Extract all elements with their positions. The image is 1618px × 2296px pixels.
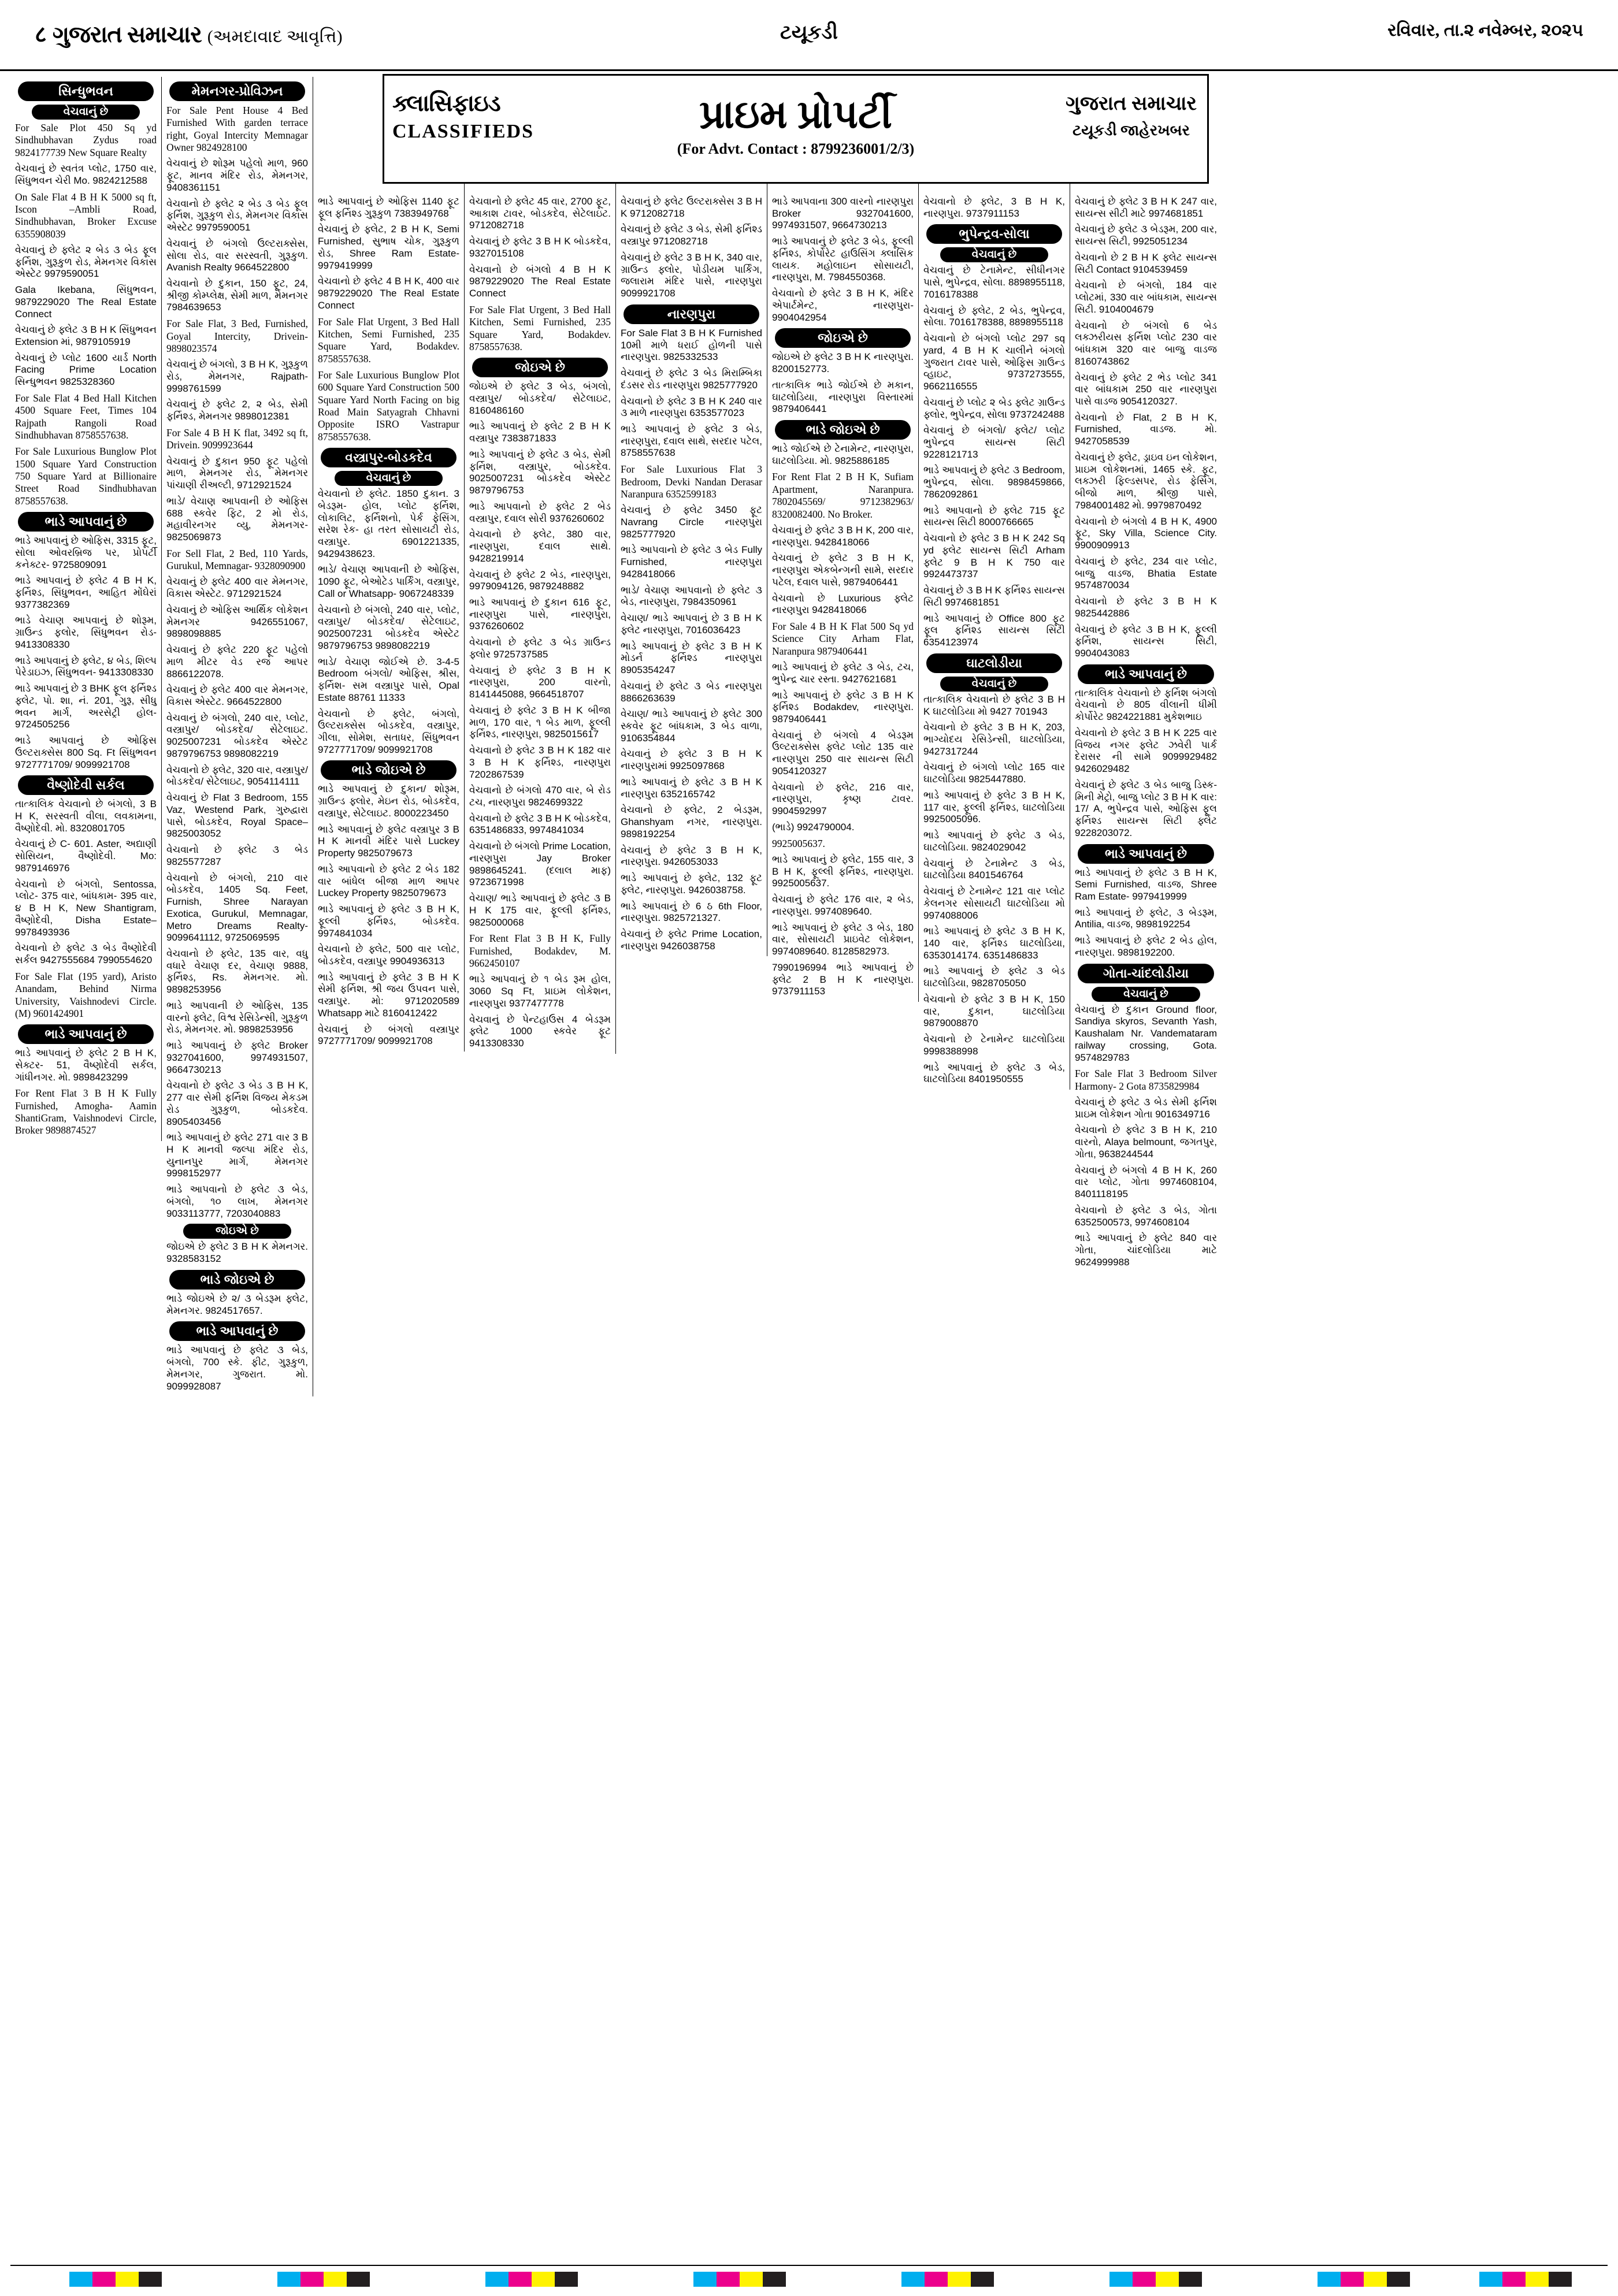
classified-ad: જોઇએ છે ફ્લેટ 3 બેડ, બંગલો, વસ્ત્રાપુર/ બોડકદેવ/ સેટેલાઇટ, 8160486160 [469, 381, 611, 416]
classified-ad: Gala Ikebana, સિંધુભવન, 9879229020 The Real Estate Connect [15, 284, 157, 319]
classified-ad: ભાડે આપવાનું છે Office 800 ફૂટ ફૂલ ફર્નિશ્ડ સાયન્સ સિટી 6354123974 [923, 612, 1065, 648]
classified-ad: વેચવાનું છે ફ્લેટ Prime Location, નારણપુરા 9426038758 [621, 928, 762, 952]
color-swatch [971, 2272, 994, 2287]
classified-ad: વેચવાનું છે ફ્લેટ ૨ બેડ ૩ બેડ ફૂલ ફર્નિશ, ગુરૂકુળ રોડ, મેમનગર વિકાસ એસ્ટેટ 9979590051 [15, 244, 157, 280]
category-header: ભાડે આપવાનું છે [18, 512, 154, 532]
classified-column-2 [162, 77, 313, 1396]
classified-ad: વેચવાનો છે ફ્લેટ 4 B H K, 400 વાર 9879229020 The Real Estate Connect [318, 276, 459, 311]
classified-ad: વેચવાનો છે 2 B H K ફ્લેટ સાયન્સ સિટી Contact 9104539459 [1075, 251, 1217, 275]
classified-ad: વેચવાનું છે ફ્લેટ 3 B H K, નારણપુરા. 9426053033 [621, 844, 762, 868]
classified-ad: વેચવાનો છે ફ્લેટ ૩ બેડ ૩ B H K, 277 વાર સેમી ફર્નિશ વિજય મેકડમ રોડ ગુરૂકુળ, બોડકદેવ. 8905403456 [166, 1080, 308, 1127]
color-swatch [717, 2272, 740, 2287]
classified-ad: વેચવાનું છે ફ્લેટ, 2 બેડ, ભુપેન્દ્રવ, સોલા. 7016178388, 8898955118 [923, 304, 1065, 328]
classified-ad: ભાડે વેચાણ આપવાનું છે શોરૂમ, ગ્રાઉન્ડ ફલોર, સિંધુભવન રોડ- 9413308330 [15, 615, 157, 650]
classified-ad: વેચવાનું છે C- 601. Aster, અદ્યાણી સોસિયન, વૈષ્ણોદેવી. Mo: 9879146976 [15, 838, 157, 874]
classified-ad: ભાડે આપવાનો છે ફ્લેટ ૩ બેડ, બંગલો, ૧૦ લાખ, મેમનગર 9033113777, 7203040883 [166, 1184, 308, 1219]
classified-ad: વેચવાનું છે ફ્લેટ, 2 B H K, Semi Furnished, સુભાષ ચોક, ગુરૂકુળ રોડ, Shree Ram Estate- 9979419999 [318, 224, 459, 271]
classified-ad: વેચવાનો છે ફ્લેટ 3 B H K, 150 વાર, દુકાન, ઘાટલોડિયા 9879008870 [923, 993, 1065, 1029]
color-swatch [1549, 2272, 1572, 2287]
classified-ad: ભાડે/ વેચાણ આપવાની છે ઓફિસ 688 સ્કવેર ફિટ, 2 મો રોડ, મહાવીરનગર વ્યુ, મેમનગર- 9825069873 [166, 495, 308, 543]
classified-ad: વેચવાનું છે ઓફિસ આર્થિક લોકેશન મેમનગર 9426551067, 9898098885 [166, 604, 308, 640]
classified-ad: જોઇએ છે ફ્લેટ 3 B H K મેમનગર. 9328583152 [166, 1241, 308, 1265]
classified-ad: વેચવાનું છે ૩ B H K ફર્નિશ્ડ સાયન્સ સિટી 9974681851 [923, 585, 1065, 608]
classified-ad: ભાડે આપવાનું છે ફ્લેટ ૩ બેડ, ઘાટલોડિયા. 9824029042 [923, 830, 1065, 853]
classifieds-banner [383, 74, 1209, 184]
classified-ad: (ભાડે) 9924790004. [772, 821, 855, 833]
classified-ad: વેચવાનું છે ફ્લેટ 220 ફૂટ પહેલો માળ મીટર વેડ રજ આપર 8866122078. [166, 644, 308, 679]
classified-ad: ભાડે આપવાનું છે ૧ બેડ રૂમ હોલ, 3060 Sq Ft, પ્રાઇમ લોકેશન, નારણપુરા 9377477778 [469, 974, 611, 1009]
classified-ad: વેચવાનું છે બંગલો ઉલ્ટરાક્સેસ, સોલા રોડ, વાર સરસ્વતી, ગુરૂકુળ. Avanish Realty 9664522800 [166, 237, 308, 273]
classified-ad: ભાડે આપવાનું છે ફ્લેટ 271 વાર 3 B H K માનવી જલ્પા મંદિર રોડ, યુનાનપુર માર્ગ, મેમનગર 9998152977 [166, 1132, 308, 1179]
classified-ad: વેચવાનો છે ફ્લેટ, 380 વાર, નારણપુરા, દવાલ સાથે. 9428219914 [469, 529, 611, 564]
classified-ad: વેચવાનો છે બંગલો, 184 વાર પ્લોટમાં, 330 વાર બાંધકામ, સાયન્સ સિટી. 9104004679 [1075, 280, 1217, 315]
classified-ad: વેચવાનું છે દુકાન 950 ફૂટ પહેલો માળ, મેમનગર રોડ, મેમનગર પાંચાણી રીઅલ્ટી, 9712921524 [166, 455, 308, 491]
category-header: ઘાટલોડીયા [926, 653, 1063, 673]
classified-ad: વેચવાનો છે ટેનામેન્ટ ઘાટલોડિયા 9998388998 [923, 1034, 1065, 1057]
category-header: ભાડે આપવાનું છે [1078, 844, 1214, 864]
classified-ad: ભાડે આપવાનો છે ફ્લેટ ૩ બેડ Fully Furnished, નારણપુરા 9428418066 [621, 544, 762, 579]
color-swatch [555, 2272, 578, 2287]
color-swatch [324, 2272, 347, 2287]
classified-ad: વેચવાનો છે Flat, 2 B H K, Furnished, વાડજ. મો. 9427058539 [1075, 411, 1217, 447]
color-swatch [1133, 2272, 1156, 2287]
classified-ad: વેચવાનો છે ફ્લેટ, 500 વાર પ્લોટ, બોડકદેવ, વસ્ત્રાપુર 9904936313 [318, 943, 459, 967]
classified-ad: વેચાણ/ ભાડે આપવાનું છે ફ્લેટ ૩ B H K 175 વાર, ફૂલ્લી ફર્નિશ્ડ, 9825000068 [469, 893, 611, 928]
color-swatch [1479, 2272, 1502, 2287]
category-header: વસ્ત્રાપુર-બોડકદેવ [321, 448, 457, 467]
classified-ad: વેચવાનો છે ફ્લેટ ૨ બેડ ૩ બેડ ફૂલ ફર્નિશ, ગુરૂકુળ રોડ, મેમનગર વિકાસ એસ્ટેટ 9979590051 [166, 198, 308, 233]
classified-ad: ભાડે આપવાનું છે ઓફિસ, 3315 ફૂટ, સોલા ઓવરબ્રિજ પર, પ્રોપર્ટી કનેક્ટર- 9725809091 [15, 535, 157, 570]
classified-ad: ભાડે આપવાનું છે દુકાન/ શોરૂમ, ગ્રાઉન્ડ ફ્લોર, મેઇન રોડ, બોડકદેવ, વસ્ત્રાપુર, સેટેલાઇટ. 8000223450 [318, 783, 459, 819]
classified-ad: 7990196994 ભાડે આપવાનું છે ફ્લેટ 2 B H K નારણપુરા. 9737911153 [772, 961, 914, 997]
category-header: ભુપેન્દ્રવ-સોલા [926, 224, 1063, 244]
classified-ad: ભાડે આપવાનું છે ફ્લેટ 840 વાર ગોતા, ચાંદલોડિયા માટે 9624999988 [1075, 1232, 1217, 1268]
category-header: ભાડે જોઇએ છે [321, 760, 457, 780]
classified-ad: વેચાણ/ ભાડે આપવાનું છે 3 B H K ફ્લેટ નારણપુરા, 7016036423 [621, 612, 762, 636]
classified-ad: વેચવાનો છે ફ્લેટ ૩ બેડ, ગોતા 6352500573, 9974608104 [1075, 1204, 1217, 1228]
classified-ad: ભાડે આપવાનું છે ફ્લેટ, 132 ફૂટ ફ્લેટ, નારણપુરા. 9426038758. [621, 872, 762, 896]
bottom-rule [10, 2265, 1608, 2266]
classified-ad: વેચવાનો છે દુકાન, 150 ફૂટ, 24, શ્રીજી કોમ્પ્લેક્ષ, સેમી માળ, મેમનગર 7984639653 [166, 277, 308, 313]
color-bar-group [69, 2272, 162, 2287]
classified-ad: ભાડે આપવાનું છે ફ્લેટ 3 B H K, 117 વાર, ફૂલ્લી ફર્નિશ્ડ, ઘાટલોડિયા 9925005096. [923, 789, 1065, 825]
color-swatch [901, 2272, 925, 2287]
classified-ad: વેચાણ/ ભાડે આપવાનું છે ફ્લેટ 300 સ્કવેર ફૂટ બાંધકામ, 3 બેડ વાળા, 9106354844 [621, 708, 762, 744]
classified-ad: વેચવાનું છે ફ્લેટ 3 B H K બોડકદેવ, 9327015108 [469, 236, 611, 259]
classified-ad: વેચવાનું છે ફ્લેટ 3 બેડ મિરામ્બિકા દંડસર રોડ નારણપુરા 9825777920 [621, 367, 762, 391]
classified-ad: વેચવાનું છે બંગલો, 240 વાર, પ્લોટ, વસ્ત્રાપુર/ બોડકદેવ/ સેટેલાઇટ. 9025007231 બોડકદેવ એસ્ટેટ 9879796753 9898082219 [166, 712, 308, 759]
classified-ad: વેચવાનું છે ફ્લેટ 3 B H K, 340 વાર, ગ્રાઉન્ડ ફ્લોર, પોડીયમ પાર્કિંગ, જલારામ મંદિર પાસે, નારણપુરા 9099921708 [621, 251, 762, 299]
classified-ad: વેચવાનો છે બંગલો 4 B H K, 4900 ફૂટ, Sky Villa, Science City. 9900909913 [1075, 515, 1217, 551]
classified-ad: વેચવાનો છે ફ્લેટ 3 B H K 182 વાર 3 B H K ફર્નિશ્ડ, નારણપુરા 7202867539 [469, 745, 611, 780]
color-swatch [763, 2272, 786, 2287]
classified-ad: વેચવાનું છે ફ્લેટ ૩ B H K, ફૂલ્લી ફર્નિશ, સાયન્સ સિટી, 9904043083 [1075, 623, 1217, 659]
classified-ad: For Rent Flat 3 B H K, Fully Furnished, Bodakdev, M. 9662450107 [469, 932, 611, 969]
classified-ad: વેચવાનું છે ફ્લેટ ૩ બેડ સેમી ફર્નિશ પ્રાઇમ લોકેશન ગોતા 9016349716 [1075, 1097, 1217, 1120]
classified-ad: ભાડે આપવાનું છે ફ્લેટ ૩ બેડ, ટચ, ભુપેન્દ્ર ચાર રસ્તા. 9427621681 [772, 662, 914, 685]
category-header: નારણપુરા [624, 304, 760, 324]
classified-ad: ભાડે આપવાનું છે ફ્લેટ 2 B H K, સેક્ટર- 51, વૈષ્ણોદેવી સર્કલ, ગાંધીનગર. મો. 9898423299 [15, 1047, 157, 1083]
classified-ad: વેચવાનું છે સ્વતંત્ર પ્લોટ, 1750 વાર, સિંધુભવન ચેરી Mo. 9824212588 [15, 163, 157, 186]
classified-ad: જોઇએ છે ફ્લેટ 3 B H K નારણપુરા. 8200152773. [772, 351, 914, 375]
category-header: ભાડે આપવાનું છે [18, 1024, 154, 1044]
classified-ad: વેચવાનો છે ફ્લેટ 3 B H K બોડકદેવ, 6351486833, 9974841034 [469, 812, 611, 836]
color-swatch [925, 2272, 948, 2287]
classified-ad: For Sale Luxurious Bunglow Plot 1500 Square Yard Construction 750 Square Yard at Billionaire Street Road Sindhubhavan 8758557638. [15, 445, 157, 507]
category-subheader: વેચવાનું છે [940, 247, 1049, 262]
classified-ad: વેચવાનું છે ફ્લેટ ૩ બેડ નારણપુરા 8866263639 [621, 680, 762, 704]
color-bar-group [901, 2272, 994, 2287]
classified-ad: વેચવાનું છે ફ્લેટ ઉલ્ટરાક્સેસ 3 B H K 9712082718 [621, 196, 762, 219]
classified-ad: વેચવાનું છે ફ્લેટ ૩ બેડરૂમ, 200 વાર, સાયન્સ સિટી, 9925051234 [1075, 224, 1217, 247]
classified-ad: ભાડે આપવાનું છે ફ્લેટ ૩ B H K નારણપુરા 6352165742 [621, 776, 762, 800]
classified-ad: વેચવાનું છે ટેનામેન્ટ, સીધીનગર પાસે, ભુપેન્દ્રવ, સોલા. 8898955118, 7016178388 [923, 265, 1065, 300]
classified-ad: વેચવાનું છે ટેનામેન્ટ 121 વાર પ્લોટ કેલનગર સોસાયટી ઘાટલોડિયા મો 9974088006 [923, 886, 1065, 921]
classified-ad: વેચવાનું છે ફ્લેટ 3450 ફૂટ Navrang Circle નારણપુરા 9825777920 [621, 504, 762, 540]
classified-ad: ભાડે આપવાનું છે ફ્લેટ ૩ B H K, ફૂલ્લી ફર્નિશ્ડ, બોડકદેવ. 9974841034 [318, 904, 459, 939]
classified-ad: ભાડે આપવાનું છે ઓફિસ 1140 ફૂટ ફૂલ ફર્નિશ્ડ ગુરૂકુળ 7383949768 [318, 196, 459, 219]
classified-ad: For Sale Luxurious Flat 3 Bedroom, Devki Nandan Derasar Naranpura 6352599183 [621, 463, 762, 500]
color-swatch [139, 2272, 162, 2287]
category-subheader: વેચવાનું છે [1092, 987, 1200, 1002]
classified-ad: વેચવાનો છે ફ્લેટ, બંગલો, ઉલ્ટરાક્સેસ બોડકદેવ, વસ્ત્રાપુર, ગીલા, સોમેશ, સતાધર, સિંધુભવન 9727771709/ 9099921708 [318, 708, 459, 755]
classified-ad: For Sale 4 B H K Flat 500 Sq yd Science City Arham Flat, Naranpura 9879406441 [772, 621, 914, 657]
classified-ad: વેચવાનું છે બંગલો 4 બેડરૂમ ઉલ્ટરાક્સેસ ફ્લેટ પ્લોટ 135 વાર નારણપુરા 250 વાર સાયન્સ સિટી 9054120327 [772, 729, 914, 777]
category-header: ભાડે આપવાનું છે [169, 1321, 306, 1341]
classified-ad: તાત્કાલિક વેચવાનો છે બંગલો, 3 B H K, સરસ્વતી વીલા, લવકામના, વૈષ્ણોદેવી. મો. 8320801705 [15, 798, 157, 834]
classified-ad: વેચવાનો છે બંગલો Prime Location, નારણપુરા Jay Broker 9898645241. (દલાલ માફ) 9723671998 [469, 841, 611, 888]
banner-contact: (For Advt. Contact : 8799236001/2/3) [677, 140, 915, 157]
classified-ad: વેચવાનું છે ફ્લેટ 2 બેડ, નારણપુરા, 9979094126, 9879248882 [469, 569, 611, 592]
category-header: ભાડે જોઇએ છે [775, 420, 911, 440]
color-swatch [277, 2272, 300, 2287]
classified-columns [0, 71, 1618, 1396]
classified-column-7 [919, 77, 1070, 1090]
category-subheader: જોઇએ છે [183, 1224, 292, 1239]
color-swatch [948, 2272, 971, 2287]
classified-ad: વેચવાનું છે પ્લોટ 1600 યાર્ડ North Facing Prime Location સિન્ધુભવન 9825328360 [15, 352, 157, 388]
classified-ad: વેચવાનું છે ફ્લેટ, ડ્રાઇવ ઇન લોકેશન, પ્રાઇમ લોકેશનમાં, 1465 સ્કે. ફૂટ, લક્ઝરી ફિલ્ડસપર, રોડ ફેસિંગ, બીજો માળ, શ્રીજી પાસે, 7984001482 મો. 9979870492 [1075, 451, 1217, 511]
classified-ad: ભાડે આપવાનું છે ફ્લેટ ૩ બેડ, 180 વાર, સોસાયટી પ્રાઇવેટ લોકેશન, 9974089640. 8128582973. [772, 922, 914, 957]
classified-ad: વેચવાનો છે ફ્લેટ, 320 વાર, વસ્ત્રાપુર/ બોડકદેવ/ સેટેલાઇટ, 9054114111 [166, 764, 308, 787]
classified-ad: વેચવાનું છે બંગલો, 3 B H K, ગુરૂકુળ રોડ, મેમનગર, Rajpath- 9998761599 [166, 359, 308, 394]
classified-ad: વેચવાનો છે બંગલો 470 વાર, બે રોડ ટચ, નારણપુરા 9824699322 [469, 785, 611, 808]
classified-ad: વેચવાનો છે બંગલો, 210 વાર બોડકદેવ, 1405 Sq. Feet, Furnish, Shree Narayan Exotica, Gurukul, Memnagar, Metro Dreams Realty- 9099641112, 9725069595 [166, 872, 308, 943]
classified-ad: વેચવાનું છે ફ્લેટ 176 વાર, ૨ બેડ, નારણપુરા. 9974089640. [772, 894, 914, 917]
classified-ad: વેચવાનું છે ફ્લેટ ૩ બેડ બાજુ ડિસ્ક- મિની મેટ્રો, બાજુ પ્લોટ 3 B H K વાર: 17/ A, ભુપેન્દ્રવ પાસે, ઓફિસ ફૂલ ફર્નિશ્ડ સાયન્સ સિટી ફ્લેટ 9228203072. [1075, 779, 1217, 838]
classified-ad: વેચવાનો છે ફ્લેટ 3 B H K, 203, ભાગ્યોદય રેસિડેન્સી, ઘાટલોડિયા, 9427317244 [923, 722, 1065, 757]
classified-ad: ભાડે આપવાનું છે ઓફિસ ઉલ્ટરાક્સેસ 800 Sq. Ft સિંધુભવન 9727771709/ 9099921708 [15, 735, 157, 770]
classified-ad: તાત્કાલિક ભાડે જોઈએ છે મકાન, ઘાટલોડિયા, નારણપુરા વિસ્તારમાં 9879406441 [772, 379, 914, 415]
masthead [0, 0, 1618, 71]
classified-ad: વેચવાનો છે ફ્લેટ, 216 વાર, નારણપુરા, કૃષ્ણ ટાવર. 9904592997 [772, 781, 914, 817]
color-bar-group [485, 2272, 578, 2287]
classified-ad: ભાડે જોઇએ છે ૨/ ૩ બેડરૂમ ફ્લેટ, મેમનગર. 9824517657. [166, 1292, 308, 1316]
classified-ad: વેચવાનું છે બંગલો વસ્ત્રાપુર 9727771709/ 9099921708 [318, 1023, 459, 1047]
classified-ad: ભાડે આપવાનું છે ફ્લેટ 3 B H K મોડર્ન ફર્નિશ્ડ નારણપુરા 8905354247 [621, 640, 762, 676]
classified-ad: તાત્કાલિક વેચવાનો છે ફર્નિશ બંગલો વેચવાનો છે 805 વીલાની ધીમી કોર્પોરેટ 9824221881 મુકેશભાઇ [1075, 687, 1217, 723]
classified-ad: વેચવાનું છે ફ્લેટ ૩ B H K સિંધુભવન Extension માં, 9879105919 [15, 324, 157, 348]
category-header: વૈષ્ણોદેવી સર્કલ [18, 775, 154, 795]
publication-date: રવિવાર, તા.૨ નવેમ્બર, ૨૦૨૫ [1387, 21, 1583, 40]
color-bar-group [1479, 2272, 1572, 2287]
classified-ad: વેચવાનો છે બંગલો, 240 વાર, પ્લોટ, વસ્ત્રાપુર/ બોડકદેવ/ સેટેલાઇટ, 9025007231 બોડકદેવ એસ્ટેટ 9879796753 9898082219 [318, 604, 459, 651]
classified-ad: For Sale Flat Urgent, 3 Bed Hall Kitchen, Semi Furnished, 235 Square Yard, Bodakdev. 8758557638. [318, 315, 459, 365]
classified-ad: For Sale Flat 3 B H K Furnished 10મી માળે ધરાઈ હોળની પાસે નારણપુરા. 9825332533 [621, 327, 762, 363]
classified-ad: વેચવાનું છે ફ્લેટ 3 B H K નારણપુરા, 200 વારનો, 8141445088, 9664518707 [469, 664, 611, 700]
classified-ad: વેચવાનું છે ફ્લેટ ૩ બેડ, સેમી ફર્નિશ્ડ વસ્ત્રાપુર 9712082718 [621, 224, 762, 247]
color-swatch [740, 2272, 763, 2287]
classified-ad: વેચવાનો છે ફ્લેટ 45 વાર, 2700 ફૂટ, આકાશ ટાવર, બોડકદેવ, સેટેલાઇટ. 9712082718 [469, 196, 611, 231]
classified-ad: વેચવાનું છે બંગલો 4 B H K, 260 વાર પ્લોટ, ગોતા 9974608104, 8401118195 [1075, 1164, 1217, 1200]
classified-ad: ભાડે/ વેચાણ આપવાનો છે ફ્લેટ ૩ બેડ, નારણપુરા, 7984350961 [621, 584, 762, 608]
classified-ad: વેચવાનું છે ટેનામેન્ટ ૩ બેડ, ઘાટલોડિયા 8401546764 [923, 857, 1065, 881]
color-swatch [532, 2272, 555, 2287]
classified-ad: ભાડે આપવાનું છે ફ્લેટ Broker 9327041600, 9974931507, 9664730213 [166, 1040, 308, 1075]
category-header: સિન્ધુભવન [18, 81, 154, 101]
classified-ad: વેચવાનો છે ફ્લેટ 3 B H K, મંદિર એપાર્ટમેન્ટ, નારણપુરા- 9904042954 [772, 288, 914, 323]
classified-ad: ભાડે આપવાનું છે ફ્લેટ, ૪ બેડ, શિલ્પ પેરેડાઇઝ, સિંધુભવન- 9413308330 [15, 655, 157, 678]
classified-ad: ભાડે આપવાનો છે ફ્લેટ 715 ફૂટ સાયન્સ સિટી 8000766665 [923, 504, 1065, 528]
color-swatch [1364, 2272, 1387, 2287]
classified-ad: ભાડે આપવાનું છે ફ્લેટ ૩ બેડ ઘાટલોડિયા, 9828705050 [923, 965, 1065, 989]
color-swatch [1341, 2272, 1364, 2287]
classified-ad: વેચવાનો છે બંગલો, Sentossa, પ્લોટ- 375 વાર, બાંધકામ- 395 વાર, ૪ B H K, New Shantigram, વૈષ્ણોદેવી, Disha Estate– 9978493936 [15, 878, 157, 938]
classified-ad: ભાડે આપવાનો છે ફ્લેટ 2 બેડ 182 વાર બાંધેલ બીજા માળ આપર Luckey Property 9825079673 [318, 863, 459, 899]
classified-ad: વેચવાનું છે ફ્લેટ, 234 વાર પ્લોટ, બાજુ વાડજ, Bhatia Estate 9574870034 [1075, 555, 1217, 591]
classified-ad: વેચવાનું છે ફ્લેટ 400 વાર મેમનગર, વિકાસ એસ્ટેટ. 9664522800 [166, 684, 308, 708]
classified-column-6 [767, 77, 919, 1002]
color-swatch [92, 2272, 116, 2287]
classified-ad: ભાડે/ વેચાણ જોઈએ છે. 3-4-5 Bedroom બંગલો/ ઓફિસ, શ્રીસ, ફર્નિશ- સમ વસ્ત્રાપુર પાસે, Opal Estate 88761 11333 [318, 656, 459, 703]
classified-ad: વેચવાનો છે ફ્લેટ, 135 વાર, વધુ વધારે વેચાણ દર, વેચાણ 9888, ફર્નિશ્ડ, Rs. મેમનગર. મો. 9898253956 [166, 948, 308, 995]
classified-ad: વેચવાનું છે બંગલો/ ફ્લેટ/ પ્લોટ ભુપેન્દ્રવ સાયન્સ સિટી 9228121713 [923, 425, 1065, 460]
classified-ad: ભાડે આપવાના 300 વારનો નારણપુરા Broker 9327041600, 9974931507, 9664730213 [772, 196, 914, 231]
classified-ad: ભાડે આપવાનું છે ફ્લેટ ૩ બેડ, ઘાટલોડિયા 8401950555 [923, 1061, 1065, 1085]
classified-ad: વેચવાનું છે પેન્ટહાઉસ 4 બેડરૂમ ફ્લેટ 1000 સ્કવેર ફૂટ 9413308330 [469, 1013, 611, 1049]
color-swatch [1109, 2272, 1133, 2287]
classified-ad: ભાડે આપવાનું છે ફ્લેટ 4 B H K, ફર્નિશ્ડ, સિંધુભવન, આહિત મોંઘેરાં 9377382369 [15, 575, 157, 610]
classified-ad: ભાડે આપવાનું છે ફ્લેટ ૩ B H K, 140 વાર, ફર્નિશ્ડ ઘાટલોડિયા, 6353014174. 6351486833 [923, 926, 1065, 961]
edition-label: (અમદાવાદ આવૃત્તિ) [207, 27, 343, 46]
classified-ad: વેચવાનો છે બંગલો 4 B H K 9879229020 The Real Estate Connect [469, 263, 611, 299]
banner-classifieds-gujarati: ક્લાસિફાઇડ [392, 90, 500, 116]
classified-ad: For Sale Flat (195 yard), Aristo Anandam, Behind Nirma University, Vaishnodevi Circle. (M) 9601424901 [15, 970, 157, 1019]
banner-brand-name: ગુજરાત સમાચાર [1066, 93, 1197, 114]
classified-ad: ભાડે આપવાનું છે ફ્લેટ ૩ બેડ, બંગલો, 700 સ્કે. ફીટ, ગુરૂકુળ, મેમનગર, ગુજરાત. મો. 9099928087 [166, 1344, 308, 1392]
classified-ad: 9925005637. [772, 837, 825, 849]
page-number: ८ [35, 21, 47, 47]
color-swatch [1156, 2272, 1179, 2287]
classified-ad: તાત્કાલિક વેચવાનો છે ફ્લેટ 3 B H K ઘાટલોડિયા મો 9427 701943 [923, 693, 1065, 717]
color-bar-group [1109, 2272, 1202, 2287]
category-header: મેમનગર-પ્રોવિઝન [169, 81, 306, 101]
classified-ad: વેચવાનો છે ફ્લેટ ૩ બેડ 9825577287 [166, 844, 308, 867]
classified-ad: ભાડે આપવાનું છે ફ્લેટ 2 બેડ હોલ, નારણપુરા. 9898192200. [1075, 935, 1217, 958]
classified-ad: વેચવાનો છે ફ્લેટ ૩ બેડ ગ્રાઉન્ડ ફ્લોર 9725737585 [469, 637, 611, 660]
category-subheader: વેચવાનું છે [940, 677, 1049, 692]
classified-ad: On Sale Flat 4 B H K 5000 sq ft, Iscon –Ambli Road, Sindhubhavan, Broker Excuse 6355908039 [15, 191, 157, 240]
classified-ad: For Sale Flat 4 Bed Hall Kitchen 4500 Square Feet, Times 104 Rajpath Rangoli Road Sindhubhavan 8758557638. [15, 392, 157, 441]
classified-ad: ભાડે આપવાનું છે ફ્લેટ ૩ બેડ, સેમી ફર્નિશ, વસ્ત્રાપુર, બોડકદેવ. 9025007231 બોડકદેવ એસ્ટેટ 9879796753 [469, 448, 611, 496]
classified-ad: વેચવાનો છે ફ્લેટ ૩ બેડ વૈષ્ણોદેવી સર્કલ 9427555684 7990554620 [15, 942, 157, 966]
classified-ad: વેચવાનું છે ફ્લેટ 3 B H K, 200 વાર, નારણપુરા. 9428418066 [772, 524, 914, 548]
category-subheader: વેચવાનું છે [335, 471, 443, 486]
classified-ad: વેચવાનો છે બંગલો પ્લોટ 297 sq yard, 4 B H K ચાલીને બંગલો ગુજરાત ટાવર પાસે, ઓફિસ ગ્રાઉન્ડ વ્હાઇટ, 9737273555, 9662116555 [923, 333, 1065, 392]
classified-ad: વેચવાનો છે ફ્લેટ 3 B H K 9825442886 [1075, 596, 1217, 619]
classified-ad: ભાડે આપવાનું છે 6 ઠ 6th Floor, નારણપુરા. 9825721327. [621, 900, 762, 924]
color-swatch [1387, 2272, 1410, 2287]
classified-ad: ભાડે આપવાનો છે ફ્લેટ 2 બેડ વસ્ત્રાપુર, દવાલ સોરી 9376260602 [469, 500, 611, 524]
classified-ad: ભાડે આપવાનું છે ફ્લેટ વસ્ત્રાપુર 3 B H K માનવી મંદિર પાસે Luckey Property 9825079673 [318, 823, 459, 859]
classified-ad: For Sale Plot 450 Sq yd Sindhubhavan Zydus road 9824177739 New Square Realty [15, 122, 157, 158]
color-registration-bars [0, 2272, 1618, 2291]
classified-ad: ભાડે આપવાનું છે ફ્લેટ, ૩ બેડરૂમ, Antilia, વાડજ, 9898192254 [1075, 906, 1217, 930]
classified-ad: ભાડે આપવાનું છે ફ્લેટ 3 B H K સેમી ફર્નિશ, શ્રી જય ઉપવન પાસે, વસ્ત્રાપુર. મો: 9712020589 Whatsapp માટે 8160412422 [318, 971, 459, 1019]
classified-ad: ભાડે જોઈએ છે ટેનામેન્ટ, નારણપુરા, ઘાટલોડિયા. મો. 9825886185 [772, 443, 914, 466]
category-header: જોઇએ છે [472, 358, 608, 377]
classified-ad: વેચવાનું છે શોરૂમ પહેલો માળ, 960 ફૂટ, માનવ મંદિર રોડ, મેમનગર, 9408361151 [166, 158, 308, 193]
color-swatch [347, 2272, 370, 2287]
classified-column-4 [465, 77, 616, 1054]
classified-ad: For Sale Flat, 3 Bed, Furnished, Goyal Intercity, Drivein- 9898023574 [166, 318, 308, 354]
classified-ad: વેચવાનું છે ફ્લેટ 400 વાર મેમનગર, વિકાસ એસ્ટેટ. 9712921524 [166, 576, 308, 600]
classified-ad: વેચવાનો છે બંગલો 6 બેડ લક્ઝરીયસ ફર્નિશ પ્લોટ 230 વાર બાંધકામ 320 વાર બાજુ વાડજ 8160743862 [1075, 319, 1217, 367]
color-swatch [509, 2272, 532, 2287]
classified-ad: વેચવાનું છે ફ્લેટ 3 B H K 247 વાર, સાયન્સ સીટી માટે 9974681851 [1075, 196, 1217, 219]
classified-ad: ભાડે/ વેચાણ આપવાની છે ઓફિસ, 1090 ફૂટ, બેઓટેડ પાર્કિંગ, વસ્ત્રાપુર, Call or Whatsapp- 9067248339 [318, 564, 459, 599]
color-swatch [693, 2272, 717, 2287]
color-swatch [1318, 2272, 1341, 2287]
classified-ad: ભાડે આપવાનું છે ફ્લેટ, 155 વાર, 3 B H K, ફૂલ્લી ફર્નિશ્ડ, નારણપુરા. 9925005637. [772, 853, 914, 889]
color-swatch [69, 2272, 92, 2287]
classified-ad: For Rent Flat 3 B H K Fully Furnished, Amogha- Aamin ShantiGram, Vaishnodevi Circle, Broker 9898874527 [15, 1087, 157, 1136]
banner-title: પ્રાઇમ પ્રોપર્ટી [699, 92, 892, 136]
classified-ad: ભાડે આપવાનું છે ફ્લેટ 3 બેડ, ફૂલ્લી ફર્નિશ્ડ, કોર્પોરેટ હાઉસિંગ ક્લાસિક લાયક. મહોલાઇન સોસાયટી, નારણપુરા, M. 7984550368. [772, 236, 914, 283]
classified-column-3 [313, 77, 465, 1052]
category-header: જોઇએ છે [775, 328, 911, 348]
classified-ad: વેચવાનો છે ફ્લેટ 3 B H K 225 વાર વિજય નગર ફ્લેટ ઝવેરી પાર્ક દેરાસર ની સામે 9099929482 9426029482 [1075, 727, 1217, 775]
classified-column-8 [1070, 77, 1222, 1273]
category-subheader: વેચવાનું છે [32, 105, 140, 120]
classified-ad: વેચવાનું છે પ્લોટ ૨ બેડ ફ્લેટ ગ્રાઉન્ડ ફ્લોર, ભુપેન્દ્રવ, સોલા 9737242488 [923, 396, 1065, 420]
classified-ad: વેચવાનો છે ફ્લેટ. 1850 દુકાન. 3 બેડરૂમ- હોલ, પ્લોટ ફર્નિશ, લોકાલિટ, ફર્નિશનો, પેર્ક ફેસિંગ, સરેશ રેક- હા તરત સોસાયટી રોડ, વસ્ત્રાપુર. 6901221335, 9429438623. [318, 488, 459, 559]
banner-classifieds-english: CLASSIFIEDS [392, 121, 534, 142]
classified-ad: વેચવાનો છે ફ્લેટ, 3 B H K, નારણપુરા. 9737911153 [923, 196, 1065, 219]
classified-ad: વેચવાનું છે દુકાન Ground floor, Sandiya skyros, Sevanth Yash, Kaushalam Nr. Vandemataram railway crossing, Gota. 9574829783 [1075, 1004, 1217, 1063]
classified-ad: વેચવાનું છે Flat 3 Bedroom, 155 Vaz, Westend Park, ગુરુદ્વારા પાસે, બોડકદેવ, Royal Space–9825003052 [166, 792, 308, 839]
classified-ad: વેચવાનો છે ફ્લેટ 3 B H K 242 Sq yd ફ્લેટ સાયન્સ સિટી Arham ફ્લેટ 9 B H K 750 વાર 9924473737 [923, 533, 1065, 580]
color-swatch [1526, 2272, 1549, 2287]
classified-ad: ભાડે આપવાનું છે ફ્લેટ 3 બેડ, નારણપુરા, દવાલ સાથે, સરદાર પટેલ, 8758557638 [621, 423, 762, 459]
classified-ad: For Sale Flat Urgent, 3 Bed Hall Kitchen, Semi Furnished, 235 Square Yard, Bodakdev. 8758557638. [469, 303, 611, 352]
classified-ad: For Sale Pent House 4 Bed Furnished With garden terrace right, Goyal Intercity Memnagar Owner 9824928100 [166, 105, 308, 154]
classified-ad: For Rent Flat 2 B H K, Sufiam Apartment, Naranpura. 7802045569/ 9712382963/ 8320082400. No Broker. [772, 471, 914, 520]
classified-ad: ભાડે આપવાનું છે ફ્લેટ ૩ B H K, Semi Furnished, વાડજ, Shree Ram Estate- 9979419999 [1075, 867, 1217, 902]
classified-ad: વેચવાનું છે ફ્લેટ 3 B H K, નારણપુરા એકબેન્ગની સામે, સરદાર પટેલ, દવાલ પાસે, 9879406441 [772, 552, 914, 588]
classified-ad: ભાડે આપવાનું છે ફ્લેટ 2 B H K વસ્ત્રાપુર 7383871833 [469, 421, 611, 444]
color-swatch [300, 2272, 324, 2287]
classified-ad: For Sale Luxurious Bunglow Plot 600 Square Yard Construction 500 Square Yard North Facing on big Road Main Satyagrah Chhavni Opposite ISRO Vastrapur 8758557638. [318, 369, 459, 443]
color-swatch [1179, 2272, 1202, 2287]
classified-ad: વેચવાનું છે ફ્લેટ 2 ભેડ પ્લોટ 341 વાર બાંધકામ 250 વાર નારણપુરા પાસે વાડજ 9054120327. [1075, 371, 1217, 407]
classified-ad: ભાડે આપવાનું છે ફ્લેટ ૩ B H K ફર્નિશ્ડ Bodakdev, નારણપુરા. 9879406441 [772, 689, 914, 725]
classified-ad: વેચવાનું છે ફ્લેટ 3 B H K નારણપુરામાં 9925097868 [621, 748, 762, 772]
classified-ad: For Sale 4 B H K flat, 3492 sq ft, Drivein. 9099923644 [166, 426, 308, 451]
color-swatch [116, 2272, 139, 2287]
classified-ad: વેચવાનો છે ફ્લેટ 3 B H K, 210 વારનો, Alaya belmount, જગતપુર, ગોતા, 9638244544 [1075, 1124, 1217, 1160]
color-swatch [1502, 2272, 1526, 2287]
classified-ad: વેચવાનો છે ફ્લેટ 3 B H K 240 વાર ૩ માળે નારણપુરા 6353577023 [621, 395, 762, 419]
classified-ad: For Sell Flat, 2 Bed, 110 Yards, Gurukul, Memnagar- 9328090900 [166, 547, 308, 572]
classified-ad: ભાડે આપવાનું છે ફ્લેટ ૩ Bedroom, ભુપેન્દ્રવ, સોલા. 9898459866, 7862092861 [923, 465, 1065, 500]
classified-ad: વેચવાનું છે ફ્લેટ 3 B H K બીજા માળ, 170 વાર, ૧ બેડ માળ, ફૂલ્લી ફર્નિશ્ડ, નારણપુરા, 9825015617 [469, 704, 611, 740]
banner-brand [1066, 93, 1197, 140]
classified-ad: વેચવાનો છે ફ્લેટ, 2 બેડરૂમ, Ghanshyam નગર, નારણપુરા. 9898192254 [621, 804, 762, 839]
color-swatch [485, 2272, 509, 2287]
section-title: ટયૂકડી [780, 22, 838, 43]
color-bar-group [1318, 2272, 1410, 2287]
classified-ad: ભાડે આપવાનું છે દુકાન 616 ફૂટ, નારણપુરા પાસે, નારણપુરા, 9376260602 [469, 597, 611, 632]
classified-column-1 [10, 77, 162, 1141]
category-header: ભાડે આપવાનું છે [1078, 664, 1214, 684]
classified-ad: વેચવાનું છે ફ્લેટ 2, ૨ બેડ, સેમી ફર્નિશ્ડ, મેમનગર 9898012381 [166, 399, 308, 422]
classified-ad: For Sale Flat 3 Bedroom Silver Harmony- 2 Gota 8735829984 [1075, 1068, 1217, 1092]
classified-ad: ભાડે આપવાનું છે 3 BHK ફૂલ ફર્નિશ્ડ ફ્લેટ, પો. શા, નં. 201, ગુરૂ, સીધુ ભવન માર્ગ, અરસેટ્રી હોલ- 9724505256 [15, 683, 157, 730]
category-header: ગોતા-ચાંદલોડીયા [1078, 964, 1214, 983]
category-header: ભાડે જોઇએ છે [169, 1270, 306, 1290]
classified-ad: વેચવાનો છે Luxurious ફ્લેટ નારણપુરા 9428418066 [772, 592, 914, 616]
banner-brand-sub: ટયૂકડી જાહેરખબર [1073, 122, 1190, 139]
color-bar-group [277, 2272, 370, 2287]
color-bar-group [693, 2272, 786, 2287]
classified-ad: ભાડે આપવાની છે ઓફિસ, 135 વારનો ફ્લેટ, વિશ્વ રેસિડેન્સી, ગુરૂકુળ રોડ, મેમનગર. મો. 9898253956 [166, 1000, 308, 1035]
newspaper-logo: ગુજરાત સમાચાર [52, 21, 202, 47]
classified-column-5 [616, 77, 767, 956]
classified-ad: વેચવાનું છે બંગલો પ્લોટ 165 વાર ઘાટલોડિયા 9825447880. [923, 761, 1065, 785]
